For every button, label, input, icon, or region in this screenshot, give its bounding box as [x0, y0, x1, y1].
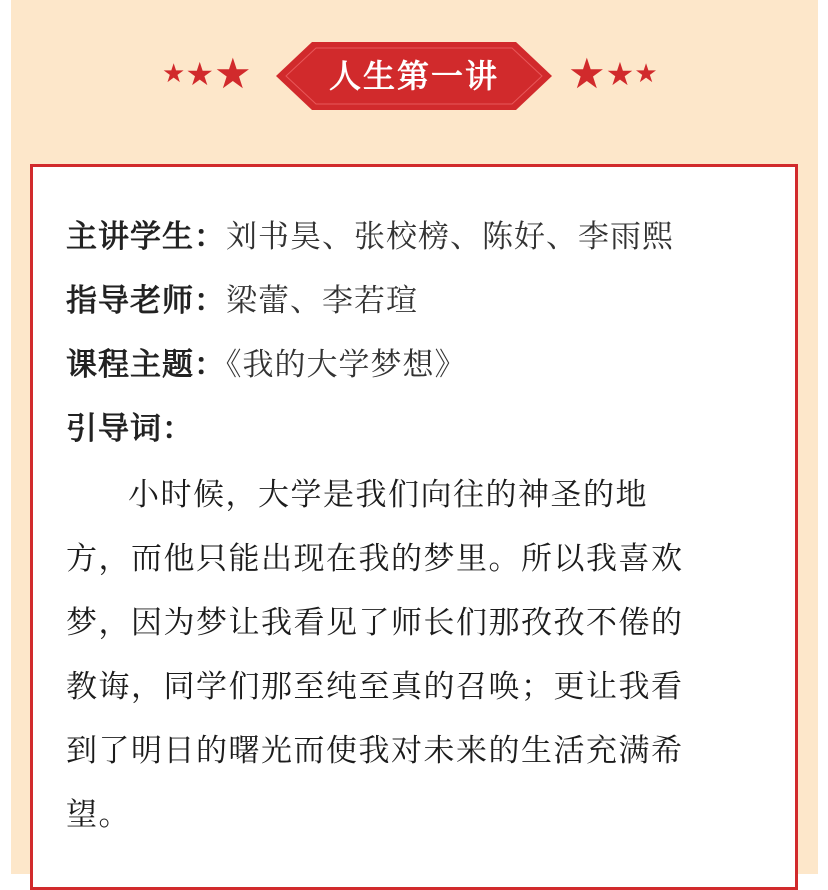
paragraph-line: 望。	[66, 797, 131, 833]
paragraph-line: 梦，因为梦让我看见了师长们那孜孜不倦的	[66, 605, 684, 641]
topic-row	[66, 339, 467, 384]
topic-label: 课程主题：	[66, 347, 226, 383]
content-card	[30, 164, 798, 890]
teachers-value: 梁蕾、李若瑄	[226, 283, 418, 319]
topic-value: 《我的大学梦想》	[226, 347, 467, 383]
teachers-row	[66, 275, 418, 320]
page-title: 人生第一讲	[328, 57, 499, 95]
right-stars-decoration	[568, 49, 658, 98]
star-icon: ★	[568, 49, 606, 98]
speakers-row	[66, 211, 674, 256]
intro-label: 引导词：	[66, 411, 194, 447]
star-icon: ★	[605, 55, 635, 93]
paragraph-line: 方，而他只能出现在我的梦里。所以我喜欢	[66, 541, 684, 577]
title-ribbon	[276, 40, 552, 112]
star-icon: ★	[162, 59, 186, 89]
teachers-label: 指导老师：	[66, 283, 226, 319]
speakers-label: 主讲学生：	[66, 219, 226, 255]
paragraph-line: 到了明日的曙光而使我对未来的生活充满希	[66, 733, 684, 769]
intro-row	[66, 403, 194, 448]
speakers-value: 刘书昊、张校榜、陈好、李雨熙	[226, 219, 674, 255]
paragraph-line: 小时候，大学是我们向往的神圣的地	[128, 477, 648, 513]
paragraph-line: 教诲，同学们那至纯至真的召唤；更让我看	[66, 669, 684, 705]
intro-paragraph	[66, 463, 756, 847]
left-stars-decoration	[162, 49, 252, 98]
star-icon: ★	[214, 49, 252, 98]
star-icon: ★	[634, 59, 658, 89]
star-icon: ★	[185, 55, 214, 93]
